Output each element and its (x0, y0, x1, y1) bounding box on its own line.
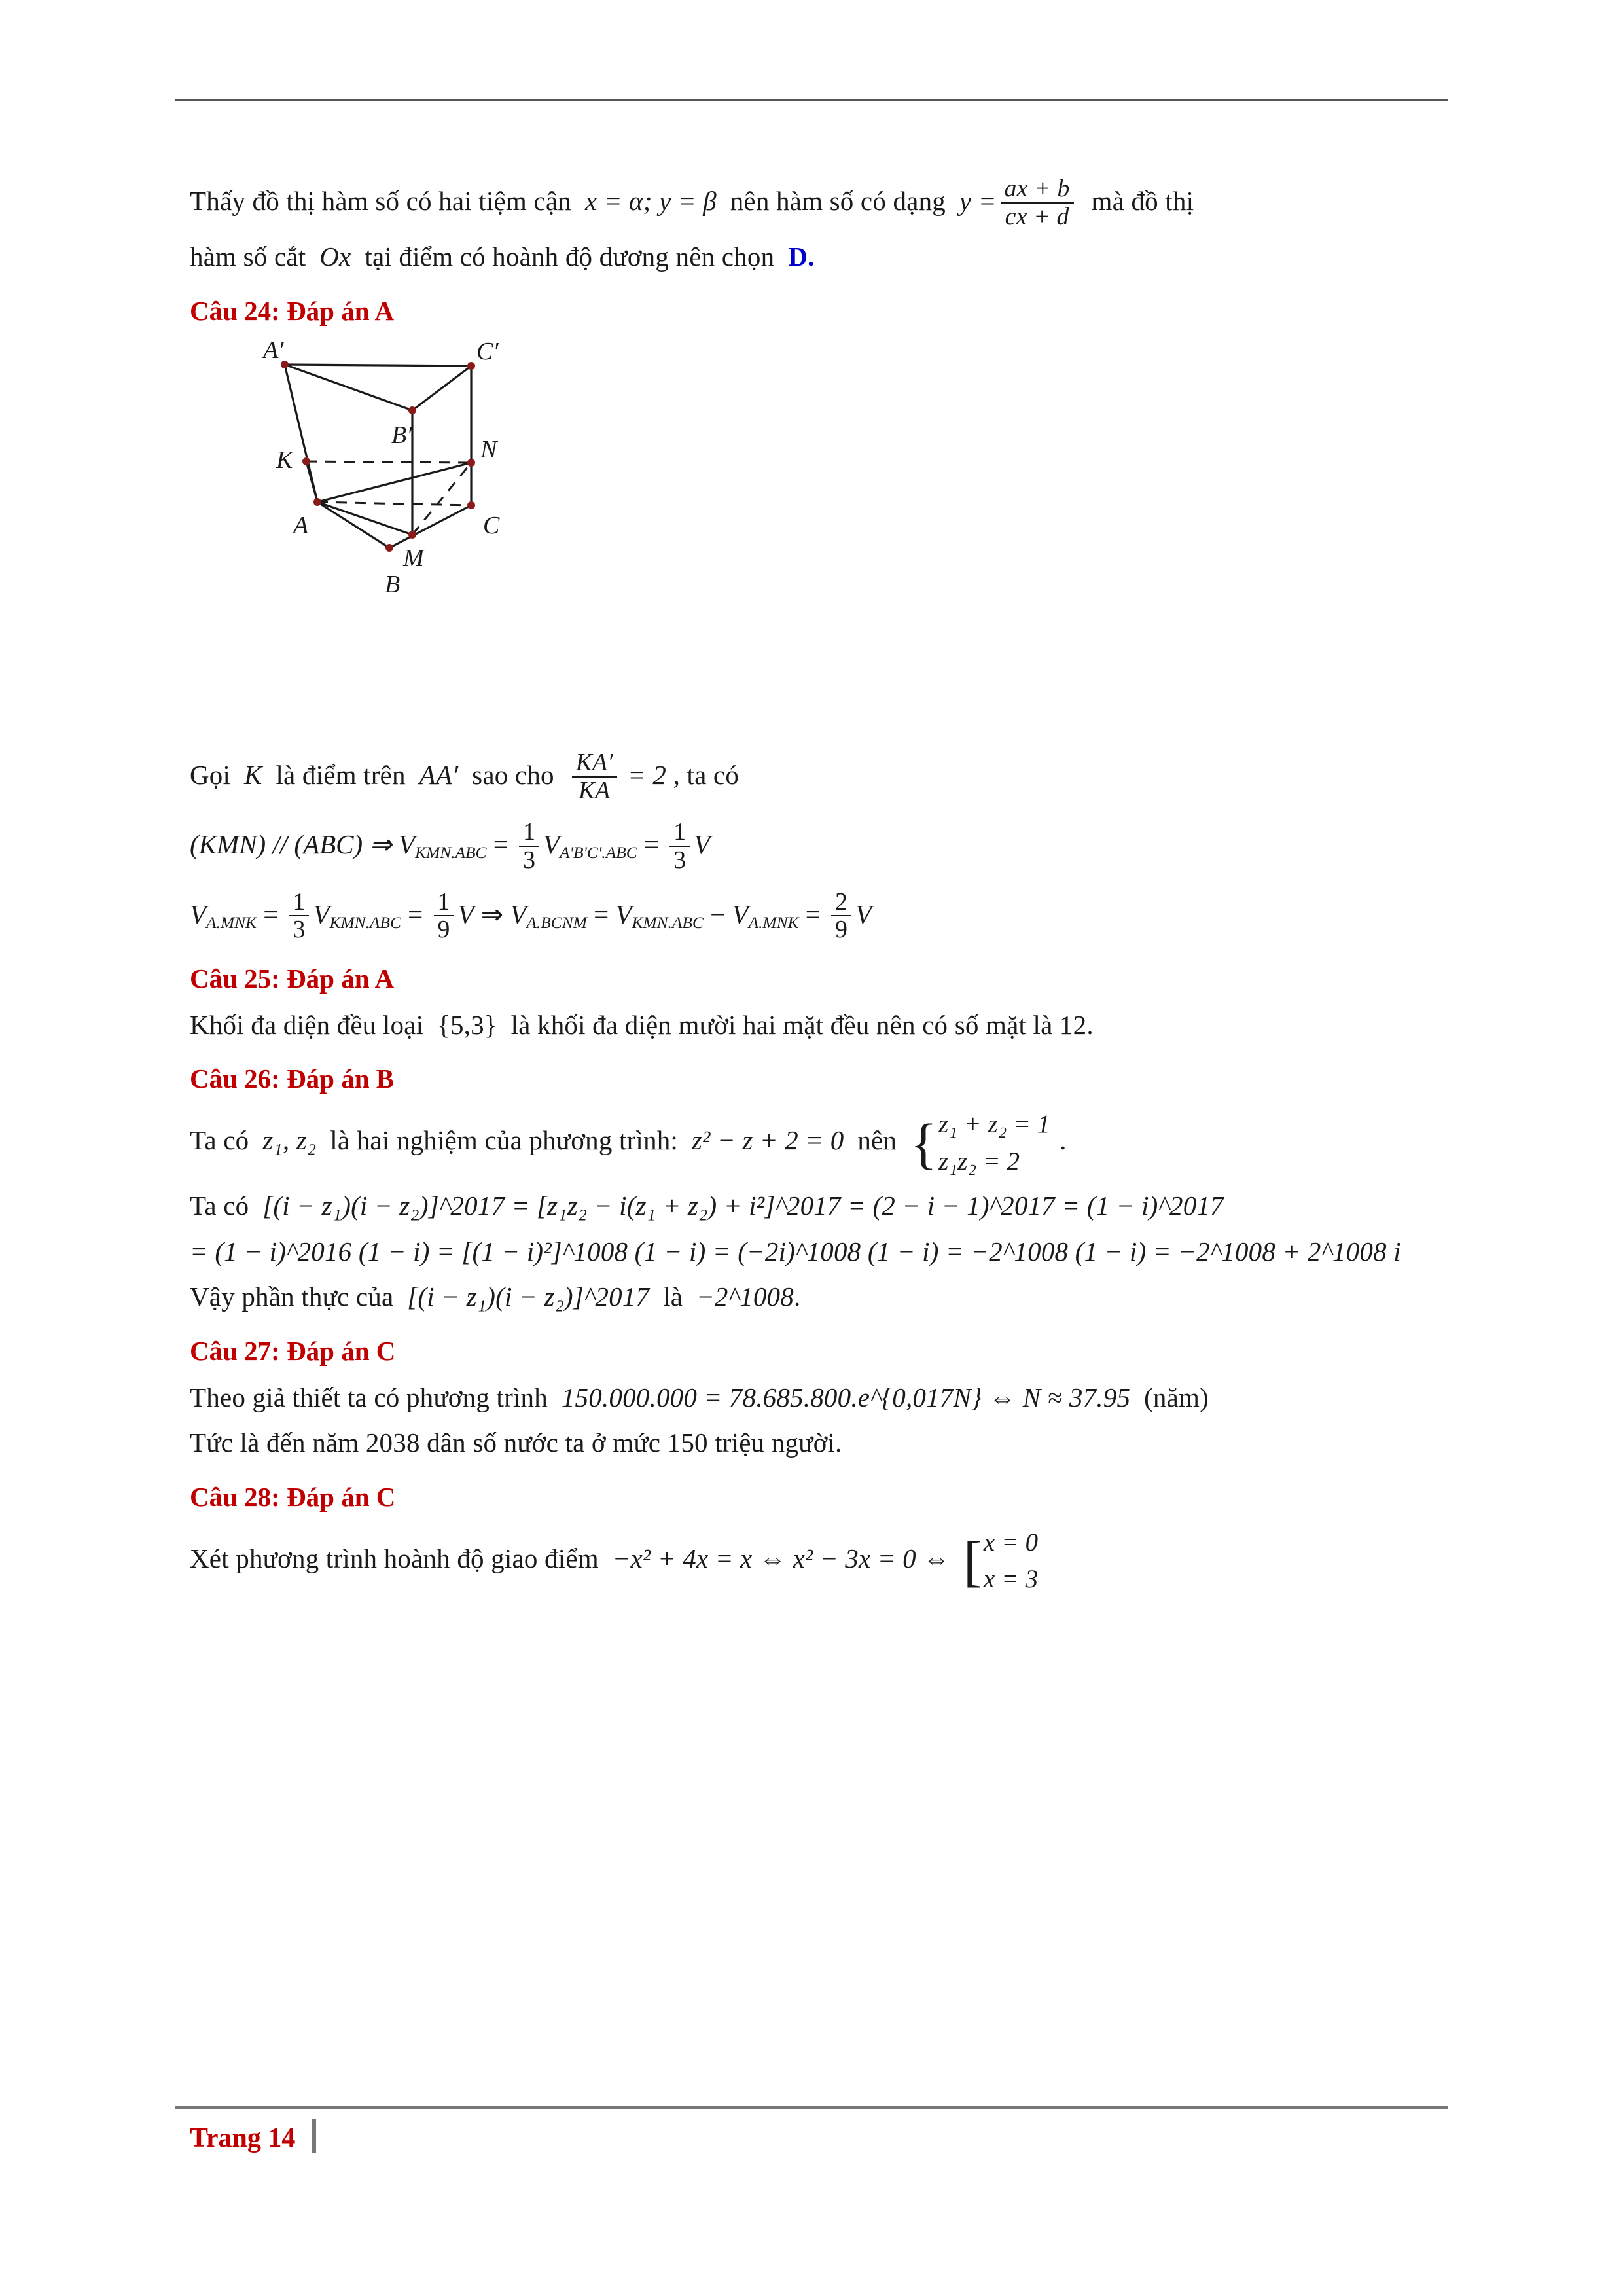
cau24-eq1-V2: V (543, 829, 560, 860)
cau24-eq2-frac3-den: 9 (831, 915, 851, 943)
page-footer (190, 2119, 316, 2154)
cau24-eq2-eq4: = (805, 899, 821, 929)
cau24-eq2-sub2: KMN.ABC (329, 913, 401, 932)
cau26-text-c: nên (857, 1125, 897, 1156)
footer-page-number: 14 (268, 2123, 296, 2153)
cau26-expansion-2: = (1 − i)^2016 (1 − i) = [(1 − i)²]^1008 (1 − i) = (−2i)^1008 (1 − i) = −2^1008 (1 − i) = −2^1008 + 2^1008 i (190, 1236, 1401, 1266)
cau24-eq2-V1: V (190, 899, 207, 929)
cau24-eq2-frac2-num: 1 (437, 888, 450, 916)
cau24-eq2-minus: − (710, 899, 726, 929)
cau24-ratio-num: KA′ (575, 748, 613, 776)
cau24-eq2-eq3: = (594, 899, 609, 929)
footer-label: Trang (190, 2123, 261, 2153)
cau25-schlafli-symbol: {5,3} (437, 1010, 497, 1041)
label-B-prime: B′ (391, 421, 412, 449)
intro-line2-b: tại điểm có hoành độ dương nên chọn (365, 242, 775, 272)
heading-cau27: Câu 27: Đáp án C (190, 1335, 396, 1366)
cau27-line2: Tức là đến năm 2038 dân số nước ta ở mức 150 triệu người. (190, 1427, 842, 1458)
intro-ox: Ox (319, 242, 351, 272)
cau24-eq1-frac2 (669, 819, 690, 873)
cau27-unit: (năm) (1144, 1382, 1209, 1412)
intro-fraction (1001, 175, 1074, 230)
brace-glyph: { (910, 1111, 938, 1175)
prism-diagram-svg (216, 338, 674, 744)
intro-paragraph-line2 (190, 238, 1440, 276)
cau27-line1 (190, 1378, 1440, 1417)
cau24-eq2-frac1-den: 3 (289, 915, 310, 943)
cau26-brace-dot: . (1060, 1125, 1067, 1156)
cau24-eq2-eq2: = (408, 899, 423, 929)
cau24-eq1-frac1-den: 3 (519, 846, 539, 874)
cau24-eq1-frac2-num: 1 (673, 818, 687, 846)
bracket-glyph: [ (963, 1529, 982, 1592)
cau24-eq1-V3: V (694, 829, 711, 860)
cau24-gop-line (190, 748, 1440, 805)
cau28-solution-2: x = 3 (983, 1565, 1039, 1594)
cau24-eq2-eq: = (263, 899, 279, 929)
intro-fraction-denominator: cx + d (1001, 202, 1074, 230)
cau26-sum-root: z₁ + z₂ = 1 (938, 1110, 1050, 1139)
cau24-ratio-den: KA (572, 776, 617, 804)
cau24-eq1-frac1 (519, 819, 539, 873)
intro-text-c: mà đồ thị (1091, 186, 1194, 217)
cau24-text-a: Gọi (190, 760, 231, 791)
cau24-eq1-mid2: = (643, 829, 660, 860)
cau24-segment-AA: AA′ (419, 760, 459, 791)
cau26-line2 (190, 1187, 1440, 1225)
bracket-rows (984, 1524, 1039, 1598)
cau24-ratio-equals: = 2 (628, 760, 667, 791)
label-A-prime: A′ (263, 338, 284, 364)
cau24-text-c: sao cho (472, 760, 554, 791)
intro-answer-d: D. (788, 242, 815, 272)
heading-cau26: Câu 26: Đáp án B (190, 1064, 395, 1094)
cau25-body (190, 1006, 1440, 1045)
cau24-eq2-sub1: A.MNK (206, 913, 257, 932)
footer-rule (175, 2106, 1448, 2109)
cau24-eq2-frac2 (434, 889, 454, 943)
cau24-ratio-fraction (572, 749, 617, 804)
cau26-line2-a: Ta có (190, 1191, 249, 1221)
cau26-line4-dot: . (793, 1282, 801, 1312)
cau24-eq2-frac3 (831, 889, 851, 943)
intro-fraction-numerator: ax + b (1004, 175, 1070, 202)
label-A: A (293, 511, 309, 539)
cau24-equation-1 (190, 819, 1440, 874)
cau26-text-b: là hai nghiệm của phương trình: (330, 1125, 678, 1156)
cau24-eq2-frac2-den: 9 (434, 915, 454, 943)
cau26-expansion-1: [(i − z₁)(i − z₂)]^2017 = [z₁z₂ − i(z₁ + z₂) + i²]^2017 = (2 − i − 1)^2017 = (1 − i)^2017 (262, 1191, 1224, 1221)
cau26-line4-b: là (663, 1282, 683, 1312)
cau28-solution-bracket (963, 1524, 1038, 1598)
cau24-eq2-V3: V (457, 899, 474, 929)
label-B: B (385, 570, 401, 598)
intro-y-equals: y = (959, 186, 997, 217)
cau24-eq1-sub2: A'B'C'.ABC (560, 844, 637, 863)
cau26-product-root: z₁z₂ = 2 (938, 1147, 1020, 1175)
cau26-expression-ref: [(i − z₁)(i − z₂)]^2017 (407, 1282, 650, 1312)
footer-bar (312, 2119, 316, 2153)
cau24-eq1-frac1-num: 1 (523, 818, 535, 846)
label-C-prime: C′ (476, 338, 499, 365)
label-M: M (403, 544, 424, 572)
cau24-equation-2 (190, 889, 1440, 944)
cau26-line3 (190, 1232, 1440, 1271)
cau24-eq1-mid: = (493, 829, 508, 860)
cau24-eq2-V6: V (732, 899, 749, 929)
cau24-eq2-frac3-num: 2 (835, 888, 847, 916)
cau24-point-K: K (244, 760, 262, 791)
cau26-line1 (190, 1106, 1440, 1180)
cau24-eq2-sub4: A.BCNM (526, 913, 587, 932)
cau25-text-a: Khối đa diện đều loại (190, 1010, 424, 1041)
figure-cau24 (216, 338, 674, 744)
intro-paragraph-line1 (190, 177, 1440, 231)
cau24-text-b: là điểm trên (276, 760, 406, 791)
cau24-eq2-implies: ⇒ (480, 899, 504, 929)
cau28-solution-1: x = 0 (983, 1528, 1039, 1556)
cau26-system-brace (910, 1106, 1050, 1180)
cau26-real-part-value: −2^1008 (696, 1282, 794, 1312)
cau28-text-a: Xét phương trình hoành độ giao điểm (190, 1543, 599, 1573)
cau24-eq2-V2: V (313, 899, 330, 929)
cau24-text-d: , ta có (673, 760, 740, 791)
cau26-text-a: Ta có (190, 1125, 249, 1156)
cau24-eq2-sub6: A.MNK (748, 913, 799, 932)
cau27-text-a: Theo giả thiết ta có phương trình (190, 1382, 548, 1412)
cau26-quadratic: z² − z + 2 = 0 (691, 1125, 844, 1156)
cau24-eq2-V4: V (510, 899, 527, 929)
cau26-roots: z₁, z₂ (262, 1125, 317, 1156)
cau24-eq2-frac1 (289, 889, 310, 943)
intro-asymptotes: x = α; y = β (584, 186, 717, 217)
cau26-line4-a: Vậy phần thực của (190, 1282, 394, 1312)
cau24-eq1-left: (KMN) // (ABC) ⇒ V (190, 829, 416, 860)
intro-line2-a: hàm số cắt (190, 242, 306, 272)
cau26-line4 (190, 1278, 1440, 1316)
cau27-population-equation: 150.000.000 = 78.685.800.e^{0,017N} ⇔ N ≈ 37.95 (561, 1382, 1131, 1412)
cau24-eq2-V5: V (615, 899, 632, 929)
cau24-eq2-sub5: KMN.ABC (632, 913, 704, 932)
heading-cau24: Câu 24: Đáp án A (190, 295, 395, 326)
label-K: K (276, 446, 293, 474)
label-N: N (480, 435, 497, 463)
heading-cau25: Câu 25: Đáp án A (190, 963, 395, 994)
cau24-eq2-frac1-num: 1 (293, 888, 306, 916)
cau24-eq1-sub1: KMN.ABC (415, 844, 487, 863)
brace-rows (938, 1106, 1050, 1180)
heading-cau28: Câu 28: Đáp án C (190, 1481, 396, 1512)
label-C: C (483, 511, 500, 539)
header-rule (175, 99, 1448, 101)
cau24-eq2-V7: V (855, 899, 872, 929)
cau24-eq1-frac2-den: 3 (669, 846, 690, 874)
page-content (190, 177, 1440, 1605)
intro-text-b: nên hàm số có dạng (730, 186, 946, 217)
cau28-intersection-equation: −x² + 4x = x ⇔ x² − 3x = 0 ⇔ (612, 1543, 950, 1573)
cau28-line1 (190, 1524, 1440, 1598)
intro-text-a: Thấy đồ thị hàm số có hai tiệm cận (190, 186, 571, 217)
cau25-text-b: là khối đa diện mười hai mặt đều nên có số mặt là 12. (510, 1010, 1094, 1041)
